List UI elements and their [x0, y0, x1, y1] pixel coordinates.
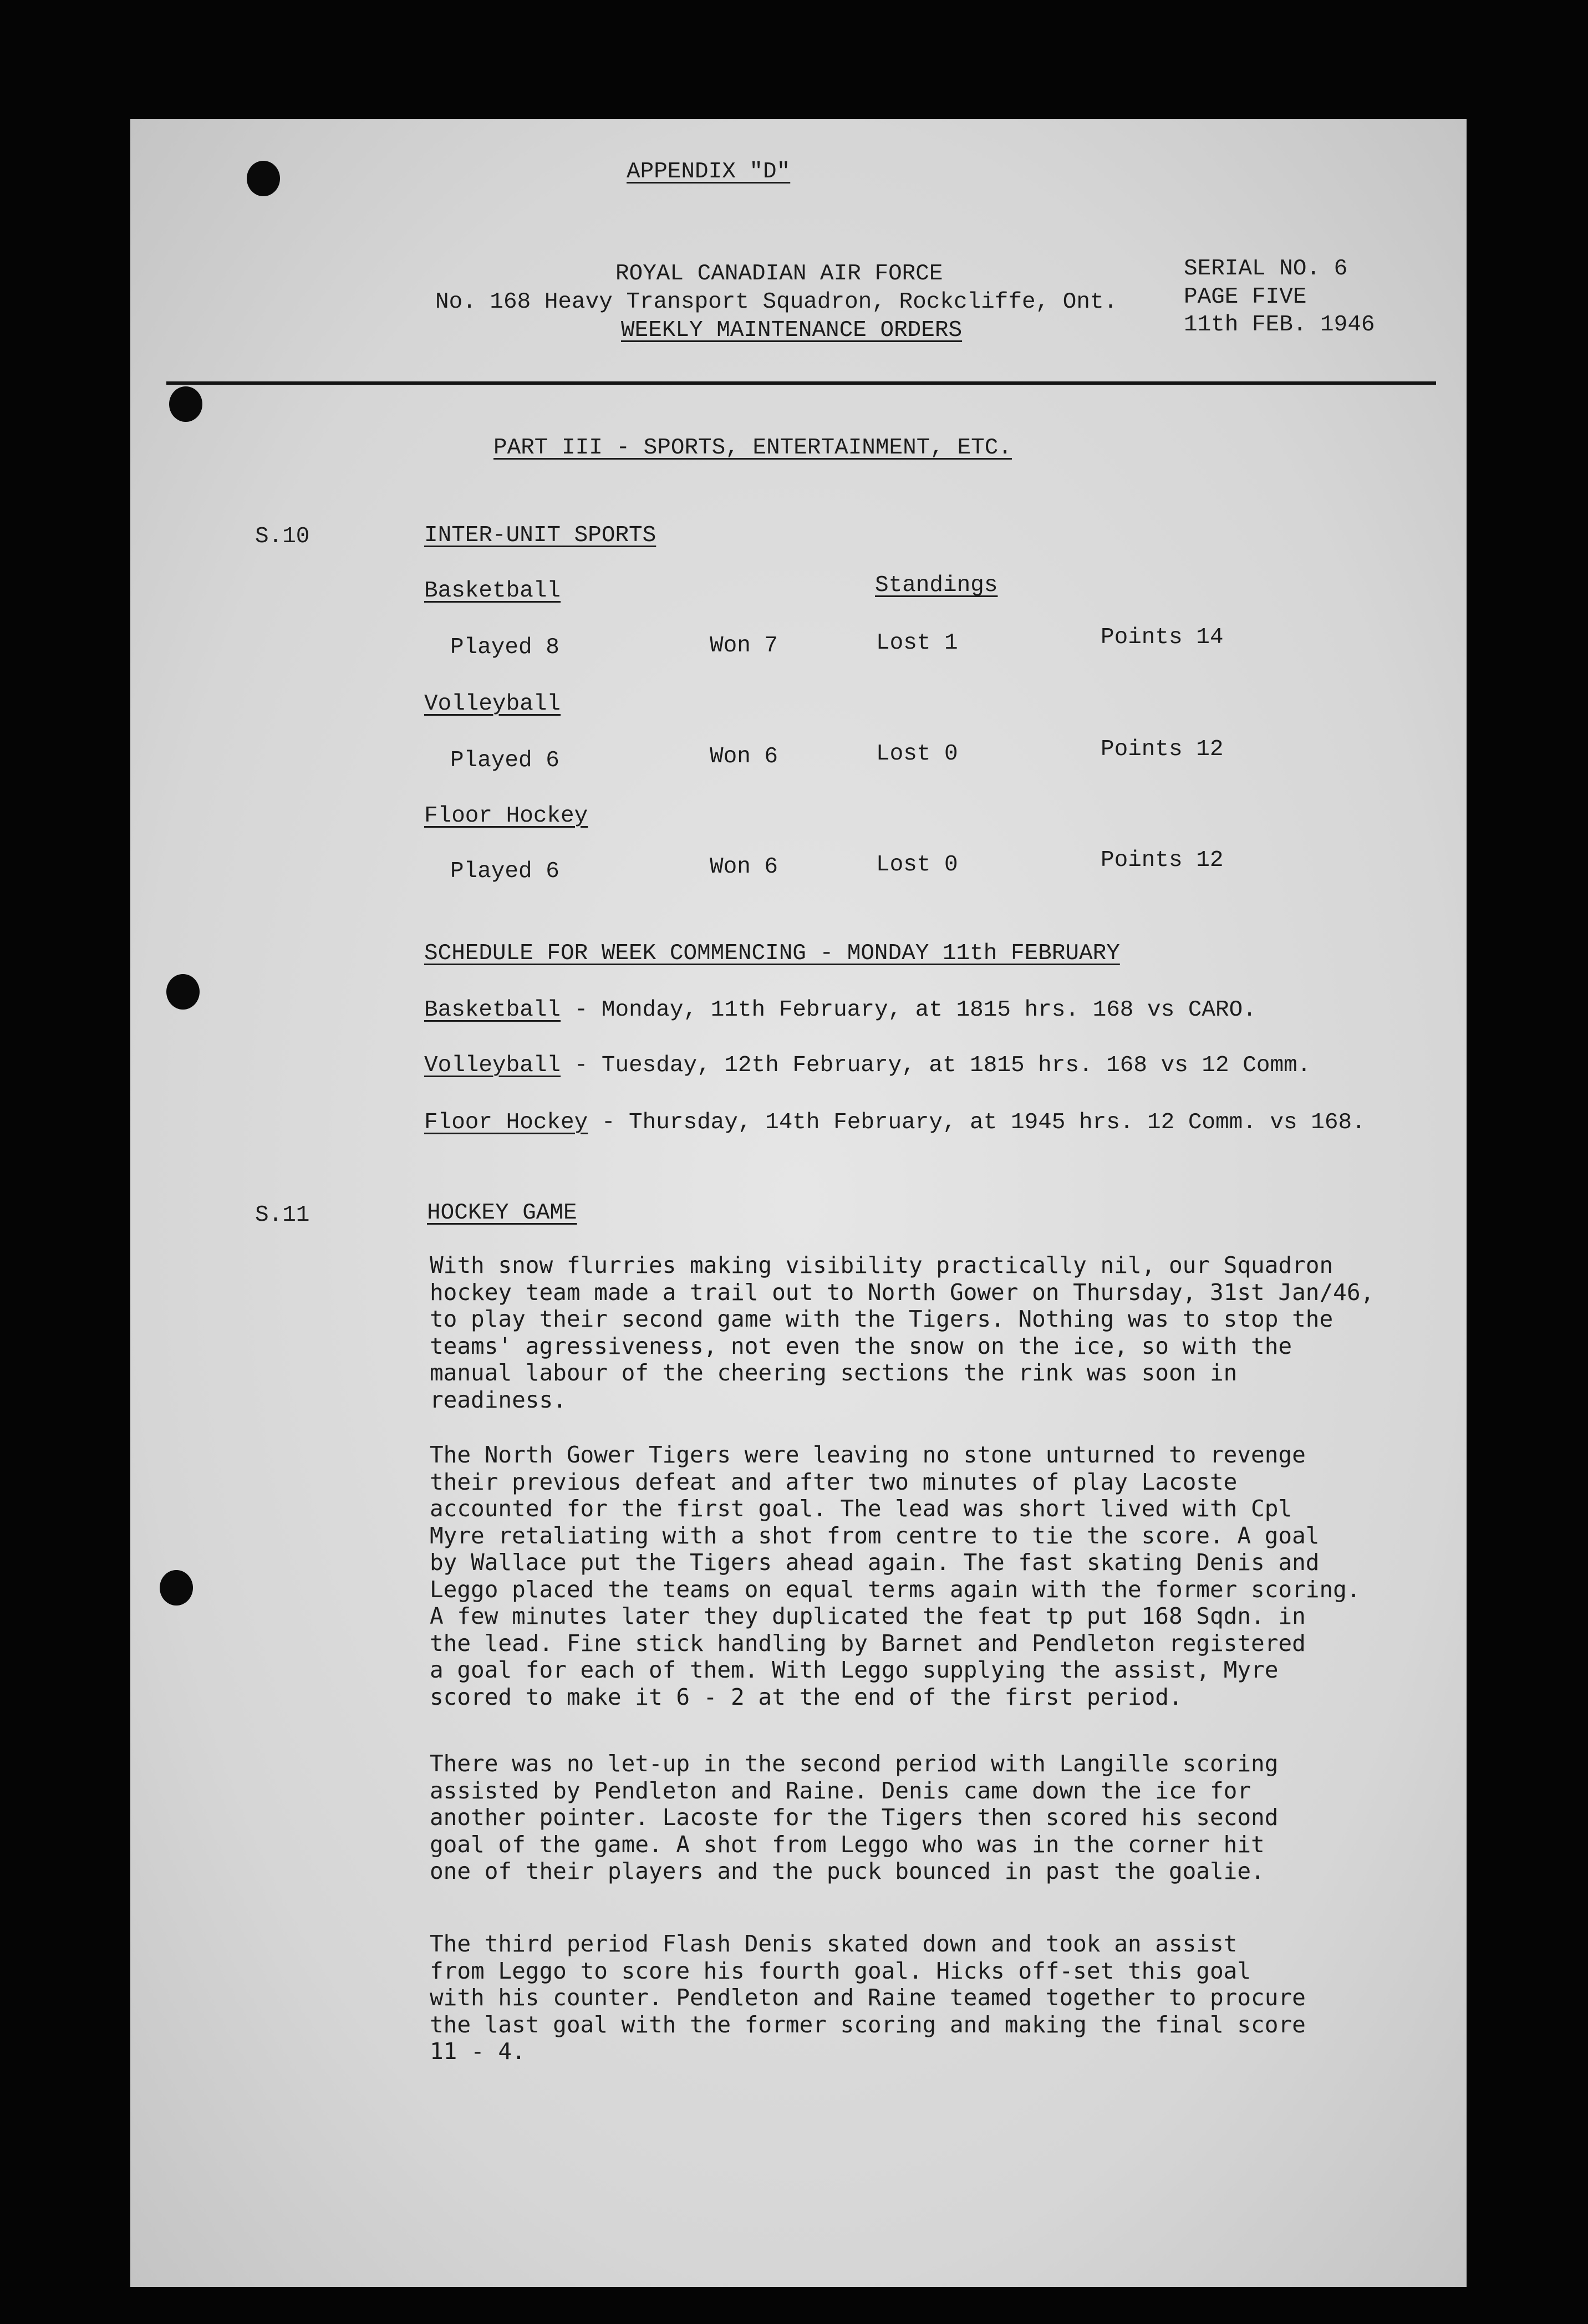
schedule-detail: - Thursday, 14th February, at 1945 hrs. 12 Comm. vs 168.: [588, 1110, 1366, 1135]
sport-label-basketball: Basketball: [424, 578, 561, 604]
schedule-sport: Basketball: [424, 997, 561, 1023]
appendix-title: APPENDIX "D": [627, 159, 791, 185]
sport-label-floor-hockey: Floor Hockey: [424, 803, 588, 829]
schedule-detail: - Monday, 11th February, at 1815 hrs. 168 vs CARO.: [561, 997, 1256, 1023]
paragraph: The third period Flash Denis skated down and took an assist from Leggo to score his fourth goal. Hicks off-set this goal with his counter. Pendleton and Raine teamed together to procure the last goal with the former scoring and making the final score 11 - 4.: [430, 1930, 1306, 2065]
paragraph: With snow flurries making visibility practically nil, our Squadron hockey team made a trail out to North Gower on Thursday, 31st Jan/46, to play their second game with the Tigers. Nothing was to stop the teams' agressiveness, not even the snow on the ice, so with the manual labour of the cheering sections the rink was soon in readiness.: [430, 1252, 1375, 1413]
schedule-line: [424, 1054, 1311, 1077]
punch-hole: [169, 386, 202, 422]
punch-hole: [166, 974, 200, 1010]
lost-cell: Lost 0: [876, 852, 958, 878]
standings-label: Standings: [875, 573, 998, 598]
header-rule: [166, 381, 1436, 385]
won-cell: Won 6: [710, 854, 778, 880]
paragraph: The North Gower Tigers were leaving no stone unturned to revenge their previous defeat and after two minutes of play Lacoste accounted for the first goal. The lead was short lived with Cpl Myre retaliating with a shot from centre to tie the score. A goal by Wallace put the Tigers ahead again. The fast skating Denis and Leggo placed the teams on equal terms again with the former scoring. A few minutes later they duplicated the feat tp put 168 Sqdn. in the lead. Fine stick handling by Barnet and Pendleton registered a goal for each of them. With Leggo supplying the assist, Myre scored to make it 6 - 2 at the end of the first period.: [430, 1441, 1361, 1710]
punch-hole: [247, 161, 280, 196]
paragraph: There was no let-up in the second period with Langille scoring assisted by Pendleton and Raine. Denis came down the ice for another pointer. Lacoste for the Tigers then scored his second goal of the game. A shot from Leggo who was in the corner hit one of their players and the puck bounced in past the goalie.: [430, 1750, 1279, 1884]
section-heading: HOCKEY GAME: [427, 1200, 577, 1226]
schedule-sport: Floor Hockey: [424, 1110, 588, 1135]
section-number: S.10: [255, 524, 310, 549]
points-cell: Points 12: [1101, 737, 1224, 762]
film-border: [0, 2292, 1588, 2324]
played-cell: Played 6: [450, 748, 559, 773]
lost-cell: Lost 0: [876, 741, 958, 767]
schedule-detail: - Tuesday, 12th February, at 1815 hrs. 168 vs 12 Comm.: [561, 1053, 1311, 1078]
points-cell: Points 14: [1101, 625, 1224, 650]
schedule-sport: Volleyball: [424, 1053, 561, 1078]
played-cell: Played 6: [450, 859, 559, 884]
schedule-line: [424, 1112, 1366, 1134]
orders-title: WEEKLY MAINTENANCE ORDERS: [621, 318, 963, 343]
sport-label-volleyball: Volleyball: [424, 691, 561, 717]
points-cell: Points 12: [1101, 848, 1224, 873]
page-number: PAGE FIVE: [1184, 284, 1307, 310]
section-number: S.11: [255, 1202, 310, 1228]
lost-cell: Lost 1: [876, 630, 958, 656]
squadron-name: No. 168 Heavy Transport Squadron, Rockcliffe, Ont.: [435, 289, 1118, 315]
schedule-heading: SCHEDULE FOR WEEK COMMENCING - MONDAY 11th FEBRUARY: [424, 941, 1120, 966]
part-title: PART III - SPORTS, ENTERTAINMENT, ETC.: [493, 435, 1012, 461]
won-cell: Won 6: [710, 744, 778, 769]
org-name: ROYAL CANADIAN AIR FORCE: [615, 261, 943, 287]
serial-number: SERIAL NO. 6: [1184, 256, 1348, 282]
schedule-line: [424, 999, 1256, 1022]
played-cell: Played 8: [450, 635, 559, 660]
won-cell: Won 7: [710, 633, 778, 659]
section-heading: INTER-UNIT SPORTS: [424, 523, 656, 548]
punch-hole: [160, 1570, 193, 1606]
document-date: 11th FEB. 1946: [1184, 312, 1375, 338]
